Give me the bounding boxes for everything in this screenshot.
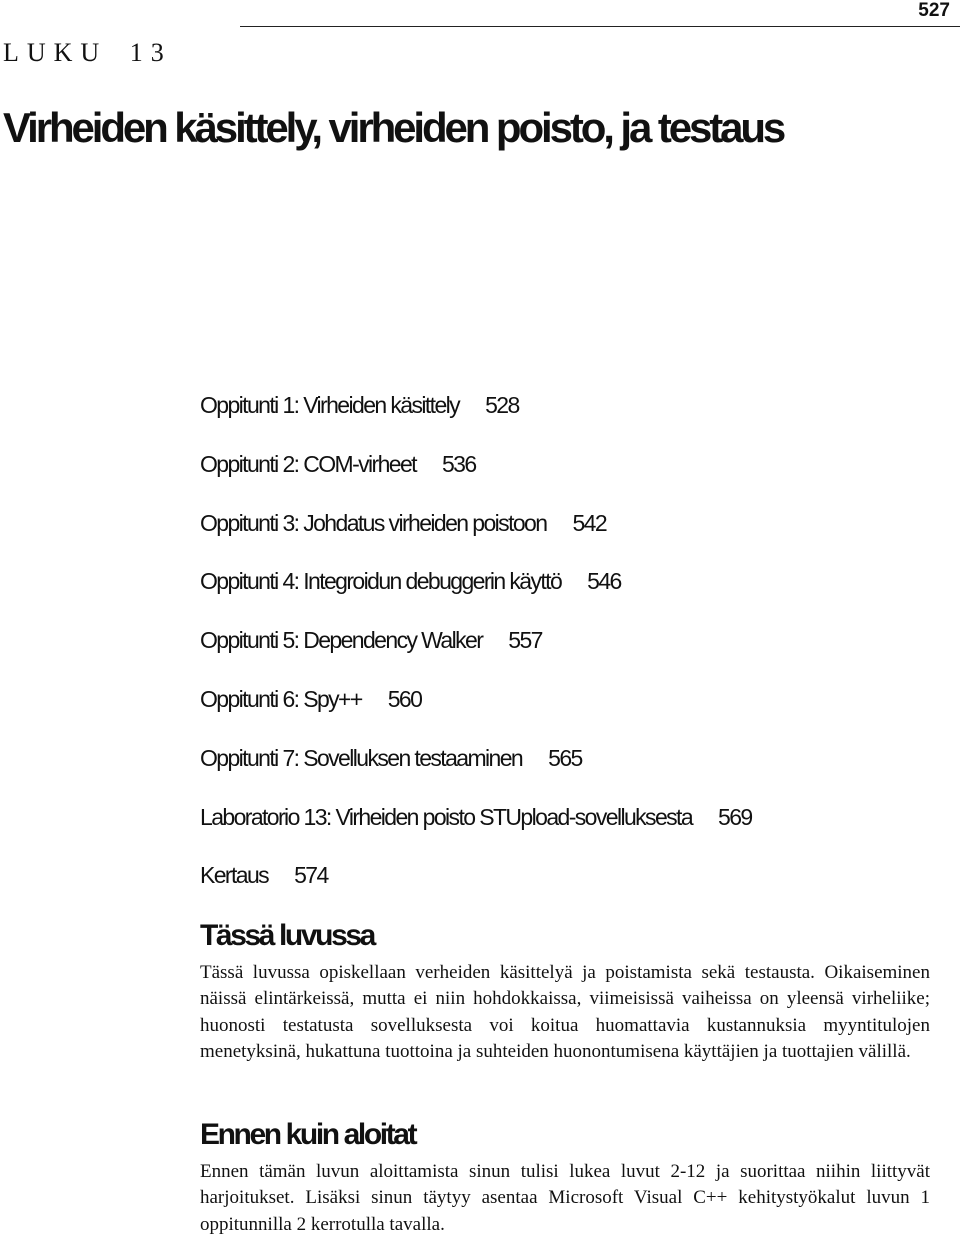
toc-entry-page: 536 <box>441 450 476 477</box>
toc-entry-page: 528 <box>485 392 519 418</box>
section-body: Ennen tämän luvun aloittamista sinun tulisi lukea luvut 2-12 ja suorittaa niihin liittyvät harjoitukset. Lisäksi sinun täytyy asentaa Microsoft Visual C++ kehitystyökalut luvun 1 oppitunnilla 2 kerrotulla tavalla. <box>200 1161 930 1235</box>
toc-entry-page: 569 <box>718 803 752 830</box>
section-heading: Ennen kuin aloitat <box>200 1118 416 1151</box>
toc-entry <box>200 802 752 861</box>
toc-entry-label: Oppitunti 2: COM-virheet <box>200 450 416 477</box>
page-number: 527 <box>918 0 950 21</box>
toc-entry <box>200 743 752 802</box>
toc-entry-page: 546 <box>587 568 621 595</box>
section-body: Tässä luvussa opiskellaan verheiden käsittelyä ja poistamista sekä testausta. Oikaiseminen näissä elintärkeissä, mutta ei niin hohdokkaissa, viimeisissä vaiheissa on yleensä virheliike; huonosti testatusta sovelluksesta voi koitua huomattavia kustannuksia myyntitulojen menetyksinä, hukattuna tuottoina ja suhteiden huonontumisena käyttäjien ja tuottajien välillä. <box>200 962 930 1062</box>
toc-entry-page: 542 <box>572 509 607 536</box>
toc-entry-label: Oppitunti 6: Spy++ <box>200 685 362 712</box>
toc-entry-label: Oppitunti 5: Dependency Walker <box>200 627 483 654</box>
toc-entry-page: 574 <box>294 862 328 889</box>
toc-entry <box>200 860 752 919</box>
header-rule <box>240 26 960 27</box>
toc-entry-page: 560 <box>387 685 422 712</box>
toc-entry <box>200 449 752 508</box>
toc-entry <box>200 566 752 625</box>
toc-entry-page: 565 <box>548 744 582 771</box>
toc-entry-label: Laboratorio 13: Virheiden poisto STUpload-sovelluksesta <box>200 803 693 830</box>
chapter-title: Virheiden käsittely, virheiden poisto, ja testaus <box>3 104 784 151</box>
toc-entry-label: Oppitunti 1: Virheiden käsittely <box>200 392 460 418</box>
section-in-this-chapter <box>200 918 930 1065</box>
toc-entry-label: Kertaus <box>200 862 269 889</box>
toc-entry-label: Oppitunti 4: Integroidun debuggerin käyttö <box>200 568 562 595</box>
toc-entry-page: 557 <box>508 627 542 654</box>
chapter-label: LUKU 13 <box>3 38 172 67</box>
toc-entry <box>200 390 752 449</box>
section-before-you-begin <box>200 1117 930 1238</box>
toc-entry <box>200 684 752 743</box>
section-heading: Tässä luvussa <box>200 919 374 952</box>
toc-entry <box>200 508 752 567</box>
toc-entry <box>200 625 752 684</box>
table-of-contents <box>200 390 752 919</box>
toc-entry-label: Oppitunti 7: Sovelluksen testaaminen <box>200 744 523 771</box>
toc-entry-label: Oppitunti 3: Johdatus virheiden poistoon <box>200 509 547 536</box>
